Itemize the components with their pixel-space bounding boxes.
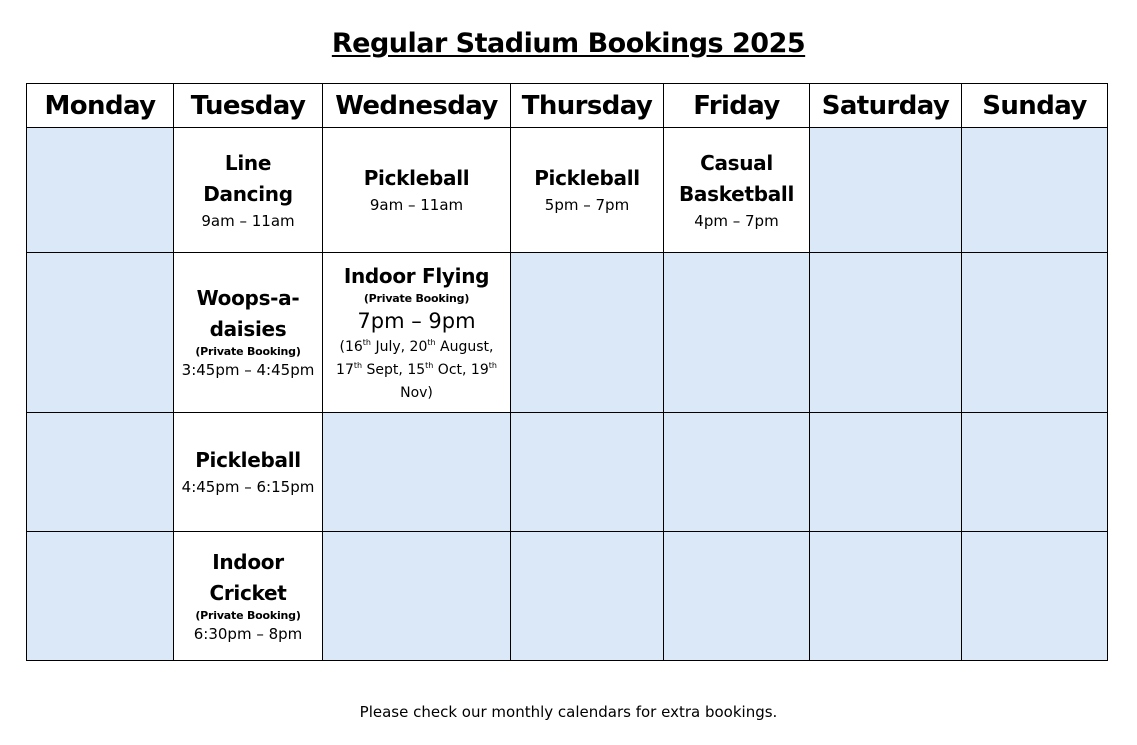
event-cell-indoor-flying [323,253,511,413]
empty-cell [962,253,1108,413]
empty-cell [962,128,1108,253]
empty-cell [323,532,511,661]
event-cell-pickleball-thu [511,128,664,253]
event-name: Indoor Cricket [209,549,287,605]
empty-cell [810,128,962,253]
private-booking-tag: (Private Booking) [195,608,301,622]
footer-note: Please check our monthly calendars for extra bookings. [359,703,778,721]
event-name: Woops-a-daisies [196,286,300,341]
event-time: 4pm – 7pm [694,211,779,230]
day-header-thursday: Thursday [511,84,664,128]
event-cell-pickleball-tue [174,413,323,532]
event-time: 6:30pm – 8pm [193,624,303,643]
schedule-row-3 [27,413,1108,532]
day-header-sunday: Sunday [962,84,1108,128]
empty-cell [810,413,962,532]
empty-cell [27,253,174,413]
empty-cell [810,532,962,661]
empty-cell [664,253,810,413]
event-name: Line Dancing [203,150,293,206]
event-cell-indoor-cricket [174,532,323,661]
empty-cell [27,413,174,532]
event-dates: (16th July, 20th August, 17th Sept, 15th Oct, 19th Nov) [336,337,497,401]
empty-cell [810,253,962,413]
event-name: Pickleball [534,166,640,190]
event-name: Indoor Flying [343,263,490,288]
empty-cell [323,413,511,532]
event-name: Pickleball [195,448,301,472]
day-header-friday: Friday [664,84,810,128]
day-header-wednesday: Wednesday [323,84,511,128]
empty-cell [511,532,664,661]
event-time: 7pm – 9pm [357,308,476,333]
event-name: Casual Basketball [678,150,795,206]
empty-cell [27,128,174,253]
event-time: 9am – 11am [201,211,295,230]
event-name: Pickleball [363,166,470,190]
private-booking-tag: (Private Booking) [363,291,470,305]
private-booking-tag: (Private Booking) [195,345,301,358]
event-time: 3:45pm – 4:45pm [181,361,315,379]
schedule-row-2 [27,253,1108,413]
event-cell-woops-a-daisies [174,253,323,413]
empty-cell [664,413,810,532]
event-cell-line-dancing [174,128,323,253]
event-cell-pickleball-wed [323,128,511,253]
empty-cell [664,532,810,661]
event-time: 4:45pm – 6:15pm [181,478,315,496]
empty-cell [962,532,1108,661]
bookings-table [26,83,1108,661]
day-header-saturday: Saturday [810,84,962,128]
event-time: 9am – 11am [369,196,464,214]
empty-cell [27,532,174,661]
event-time: 5pm – 7pm [544,196,630,214]
event-cell-casual-basketball [664,128,810,253]
empty-cell [511,253,664,413]
schedule-row-4 [27,532,1108,661]
empty-cell [511,413,664,532]
day-header-monday: Monday [27,84,174,128]
header-row [27,84,1108,128]
schedule-row-1 [27,128,1108,253]
day-header-tuesday: Tuesday [174,84,323,128]
empty-cell [962,413,1108,532]
page-title: Regular Stadium Bookings 2025 [331,28,806,59]
